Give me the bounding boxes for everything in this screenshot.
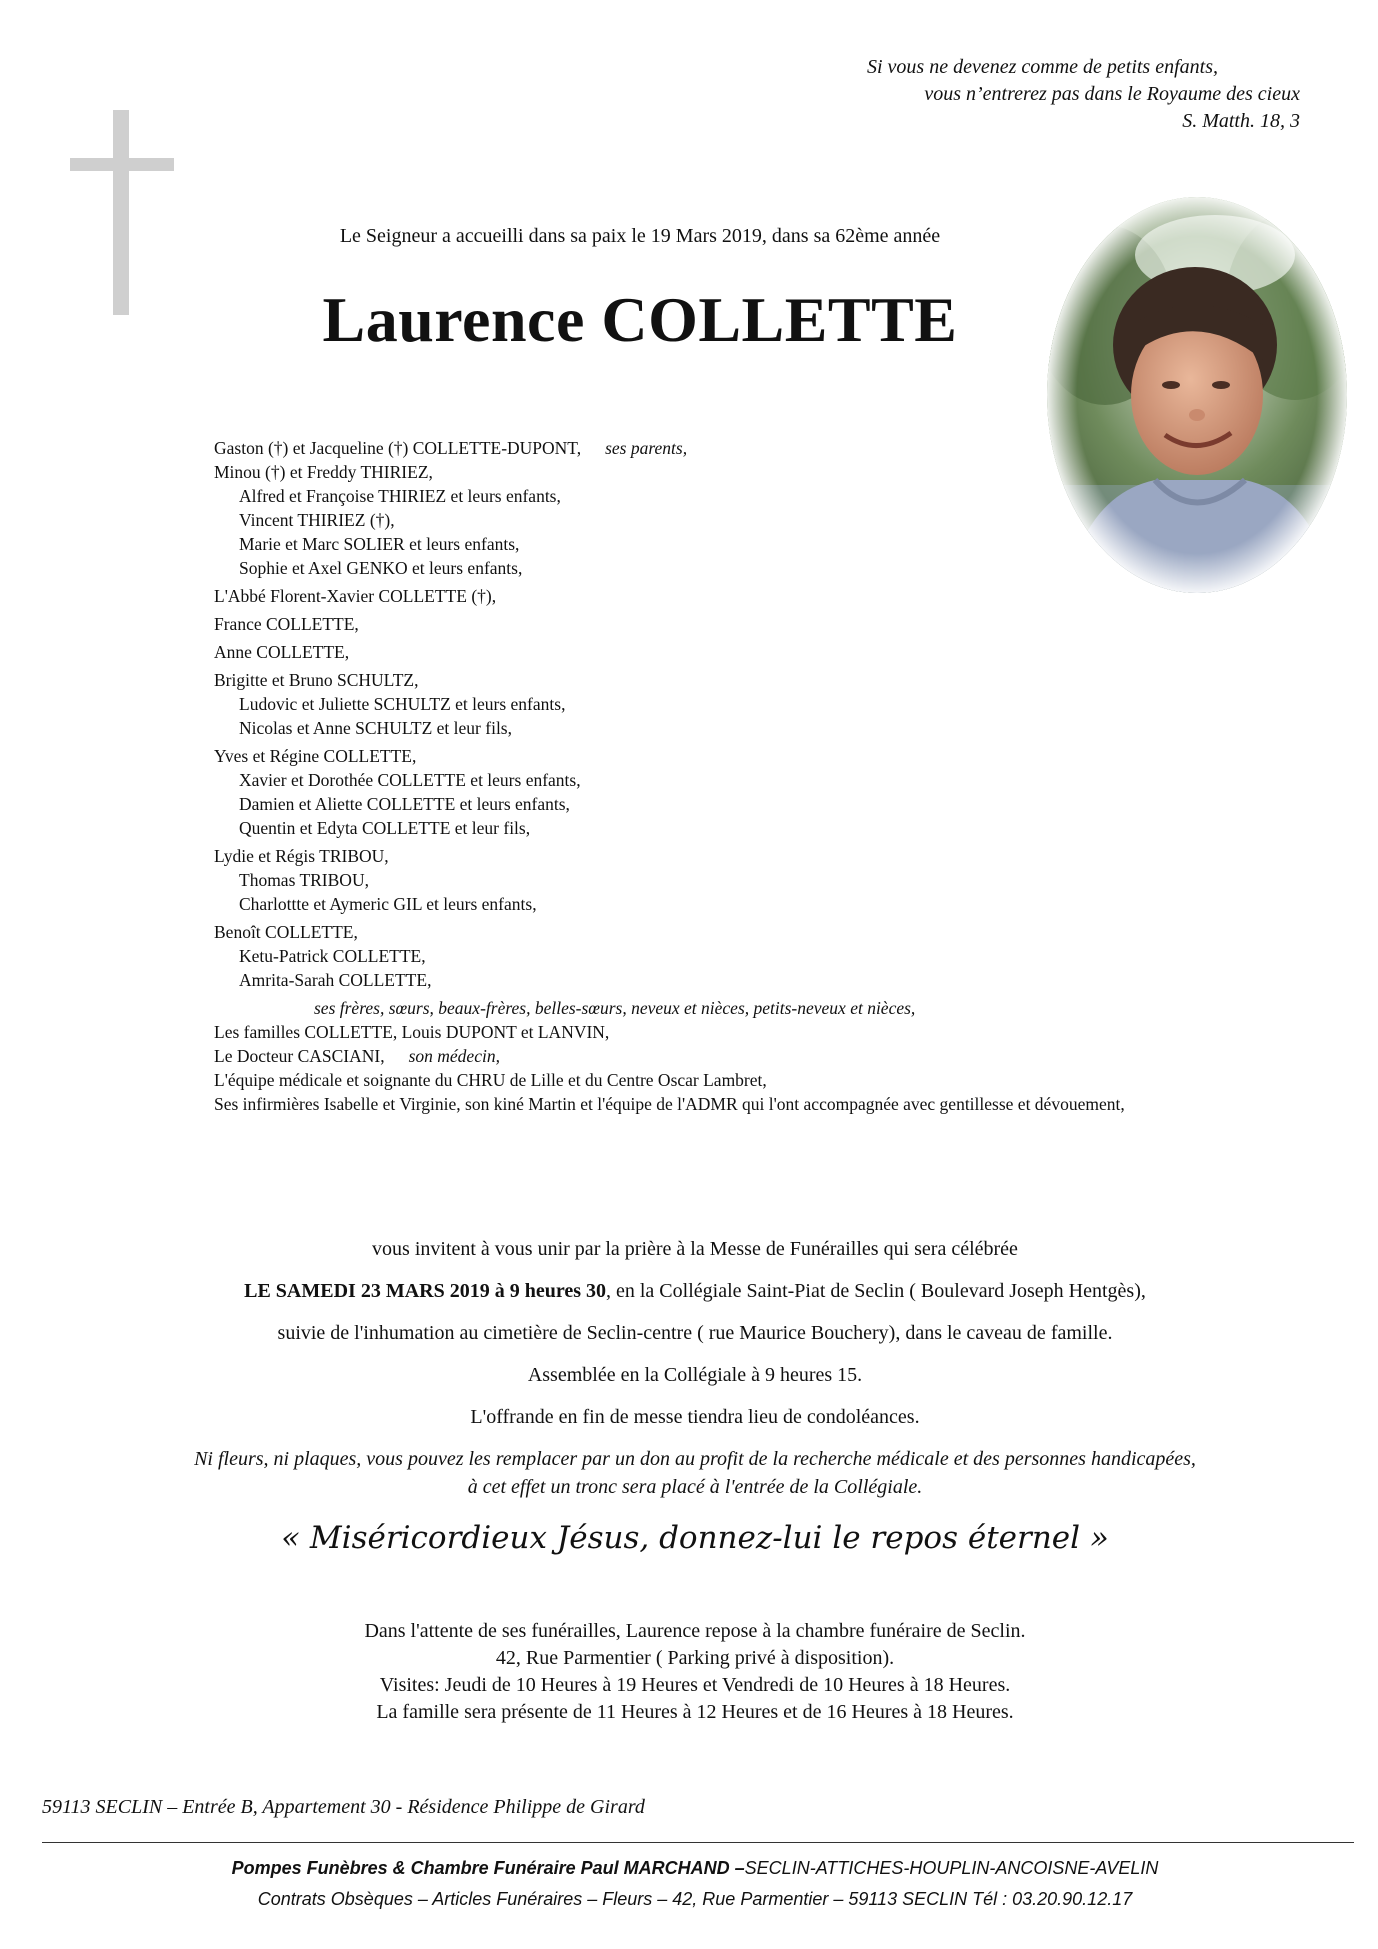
family-line: Thomas TRIBOU, [239,870,369,890]
ceremony-date: LE SAMEDI 23 MARS 2019 à 9 heures 30 [244,1280,606,1302]
funeral-home-name: Pompes Funèbres & Chambre Funéraire Paul MARCHAND – [231,1858,745,1878]
family-line: Ses infirmières Isabelle et Virginie, son kiné Martin et l'équipe de l'ADMR qui l'ont accompagnée avec gentillesse et dévouement, [214,1094,1125,1114]
family-line: Gaston (†) et Jacqueline (†) COLLETTE-DUPONT, ses parents, [214,438,688,458]
family-line: Charlottte et Aymeric GIL et leurs enfants, [239,894,537,914]
visits-line-1: Dans l'attente de ses funérailles, Laurence repose à la chambre funéraire de Seclin. [364,1620,1026,1642]
family-line: Xavier et Dorothée COLLETTE et leurs enfants, [239,770,581,790]
visits-line-3: Visites: Jeudi de 10 Heures à 19 Heures et Vendredi de 10 Heures à 18 Heures. [379,1674,1011,1696]
relation-note: son médecin, [408,1046,500,1066]
family-line: Alfred et Françoise THIRIEZ et leurs enfants, [239,486,561,506]
epigraph-line-1: Si vous ne devenez comme de petits enfants, [866,56,1218,78]
offering-line: L'offrande en fin de messe tiendra lieu de condoléances. [470,1406,920,1428]
family-line: Sophie et Axel GENKO et leurs enfants, [239,558,523,578]
family-line: Benoît COLLETTE, [214,922,358,942]
visits-info [180,1618,1210,1726]
family-line: Nicolas et Anne SCHULTZ et leur fils, [239,718,512,738]
funeral-home-towns: SECLIN-ATTICHES-HOUPLIN-ANCOISNE-AVELIN [744,1858,1159,1878]
flowers-line-2: à cet effet un tronc sera placé à l'entrée de la Collégiale. [467,1476,923,1498]
assembly-line: Assemblée en la Collégiale à 9 heures 15. [527,1364,863,1386]
ceremony-location: , en la Collégiale Saint-Piat de Seclin ( Boulevard Joseph Hentgès), [606,1280,1146,1302]
family-line: Amrita-Sarah COLLETTE, [239,970,432,990]
siblings-role-note: ses frères, sœurs, beaux-frères, belles-sœurs, neveux et nièces, petits-neveux et nièces, [314,998,916,1018]
family-line: Les familles COLLETTE, Louis DUPONT et LANVIN, [214,1022,610,1042]
deceased-name: Laurence COLLETTE [322,284,958,355]
family-line: L'équipe médicale et soignante du CHRU de Lille et du Centre Oscar Lambret, [214,1070,767,1090]
family-line: Brigitte et Bruno SCHULTZ, [214,670,419,690]
family-address: 59113 SECLIN – Entrée B, Appartement 30 - Résidence Philippe de Girard [42,1796,645,1818]
relation-note: ses parents, [605,438,688,458]
family-line: Vincent THIRIEZ (†), [239,510,395,530]
family-line: Le Docteur CASCIANI, son médecin, [214,1046,500,1066]
prayer-quote: « Miséricordieux Jésus, donnez-lui le repos éternel » [281,1520,1109,1556]
footer-divider [42,1842,1354,1843]
visits-line-2: 42, Rue Parmentier ( Parking privé à disposition). [495,1647,895,1669]
footer-line-1 [80,1853,1310,1884]
family-line: France COLLETTE, [214,614,359,634]
family-line: Ludovic et Juliette SCHULTZ et leurs enfants, [239,694,566,714]
cross-icon [62,110,182,315]
family-line: Yves et Régine COLLETTE, [214,746,417,766]
ceremony-date-line [80,1277,1310,1305]
family-line: Quentin et Edyta COLLETTE et leur fils, [239,818,531,838]
family-line: Marie et Marc SOLIER et leurs enfants, [239,534,520,554]
family-line: L'Abbé Florent-Xavier COLLETTE (†), [214,586,497,606]
flowers-line-1: Ni fleurs, ni plaques, vous pouvez les remplacer par un don au profit de la recherche médicale et des personnes handicapées, [194,1448,1196,1470]
family-line: Damien et Aliette COLLETTE et leurs enfants, [239,794,570,814]
ceremony-details [80,1235,1310,1501]
announcement-intro: Le Seigneur a accueilli dans sa paix le 19 Mars 2019, dans sa 62ème année [339,225,941,247]
epigraph-reference: S. Matth. 18, 3 [1182,110,1300,132]
funeral-home-footer [80,1853,1310,1915]
epigraph-line-2: vous n’entrerez pas dans le Royaume des cieux [924,83,1300,105]
family-line: Anne COLLETTE, [214,642,350,662]
family-list [214,436,1214,1116]
invitation-line: vous invitent à vous unir par la prière à la Messe de Funérailles qui sera célébrée [372,1238,1018,1260]
visits-line-4: La famille sera présente de 11 Heures à 12 Heures et de 16 Heures à 18 Heures. [376,1701,1014,1723]
family-line: Minou (†) et Freddy THIRIEZ, [214,462,433,482]
family-line: Lydie et Régis TRIBOU, [214,846,389,866]
epigraph [867,54,1300,135]
burial-line: suivie de l'inhumation au cimetière de Seclin-centre ( rue Maurice Bouchery), dans le caveau de famille. [277,1322,1113,1344]
family-line: Ketu-Patrick COLLETTE, [239,946,426,966]
footer-line-2: Contrats Obsèques – Articles Funéraires – Fleurs – 42, Rue Parmentier – 59113 SECLIN Tél : 03.20.90.12.17 [257,1889,1133,1909]
